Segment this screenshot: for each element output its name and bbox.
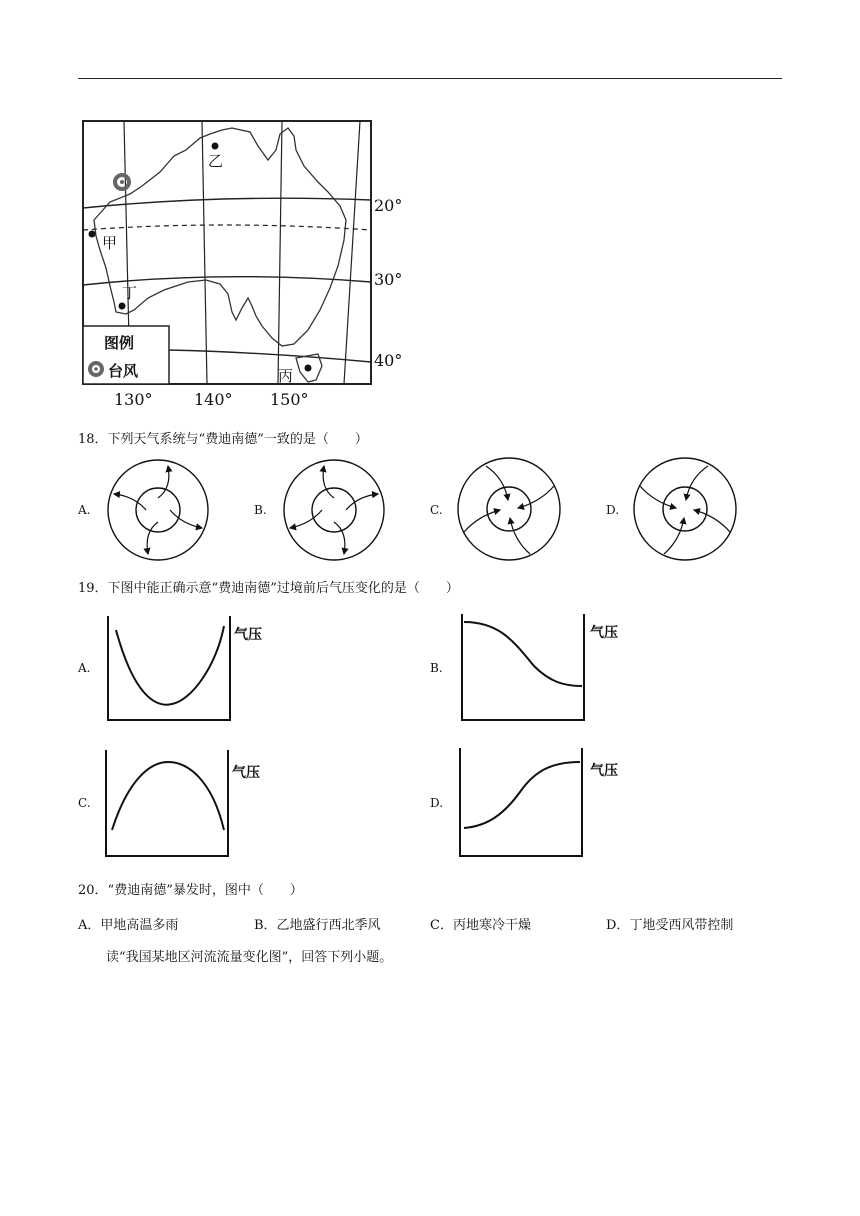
bing-dot bbox=[305, 365, 312, 372]
q19-option-a-graph bbox=[106, 616, 232, 722]
lat-label-20: 20° bbox=[374, 196, 403, 215]
q20-option-b: B．乙地盛行西北季风 bbox=[254, 918, 381, 933]
q19-c-ylabel: 气压 bbox=[232, 765, 260, 781]
q18-option-a-diagram bbox=[106, 458, 210, 562]
q19-option-d-graph bbox=[458, 748, 584, 858]
q19-option-b-graph bbox=[460, 614, 586, 722]
q18-option-c-diagram bbox=[456, 456, 562, 562]
lat-label-30: 30° bbox=[374, 270, 403, 289]
q19-option-d-label: D. bbox=[430, 796, 444, 810]
lon-label-150: 150° bbox=[270, 390, 309, 409]
place-yi: 乙 bbox=[208, 152, 224, 170]
legend-typhoon-icon bbox=[90, 363, 102, 375]
place-bing: 丙 bbox=[278, 367, 294, 385]
q19-a-ylabel: 气压 bbox=[234, 627, 262, 643]
lon-label-140: 140° bbox=[194, 390, 233, 409]
legend-item: 台风 bbox=[108, 362, 139, 380]
q19-b-ylabel: 气压 bbox=[590, 625, 618, 641]
question-19: 19．下图中能正确示意“费迪南德”过境前后气压变化的是（ ） bbox=[78, 581, 459, 596]
q20-option-a: A．甲地高温多雨 bbox=[78, 918, 179, 933]
q18-option-b-label: B. bbox=[254, 503, 267, 517]
q19-option-a-label: A. bbox=[78, 661, 91, 675]
q18-option-d-label: D. bbox=[606, 503, 620, 517]
q20-option-c: C．丙地寒冷干燥 bbox=[430, 918, 531, 933]
section-intro: 读“我国某地区河流流量变化图”，回答下列小题。 bbox=[106, 950, 393, 965]
question-20: 20．“费迪南德”暴发时，图中（ ） bbox=[78, 883, 303, 898]
lon-label-130: 130° bbox=[114, 390, 153, 409]
q19-d-ylabel: 气压 bbox=[590, 763, 618, 779]
place-jia: 甲 bbox=[102, 234, 118, 252]
ding-dot bbox=[119, 303, 126, 310]
australia-map bbox=[82, 120, 372, 385]
yi-dot bbox=[212, 143, 219, 150]
q19-option-b-label: B. bbox=[430, 661, 443, 675]
q19-option-c-label: C. bbox=[78, 796, 91, 810]
place-ding: 丁 bbox=[122, 284, 138, 302]
q18-option-a-label: A. bbox=[78, 503, 91, 517]
question-18: 18．下列天气系统与“费迪南德”一致的是（ ） bbox=[78, 432, 368, 447]
lat-label-40: 40° bbox=[374, 351, 403, 370]
header-rule bbox=[78, 78, 782, 79]
q18-option-c-label: C. bbox=[430, 503, 443, 517]
q20-option-d: D．丁地受西风带控制 bbox=[606, 918, 734, 933]
q18-option-b-diagram bbox=[282, 458, 386, 562]
legend-title: 图例 bbox=[104, 334, 135, 352]
q19-option-c-graph bbox=[104, 750, 230, 858]
q18-option-d-diagram bbox=[632, 456, 738, 562]
jia-dot bbox=[89, 231, 96, 238]
